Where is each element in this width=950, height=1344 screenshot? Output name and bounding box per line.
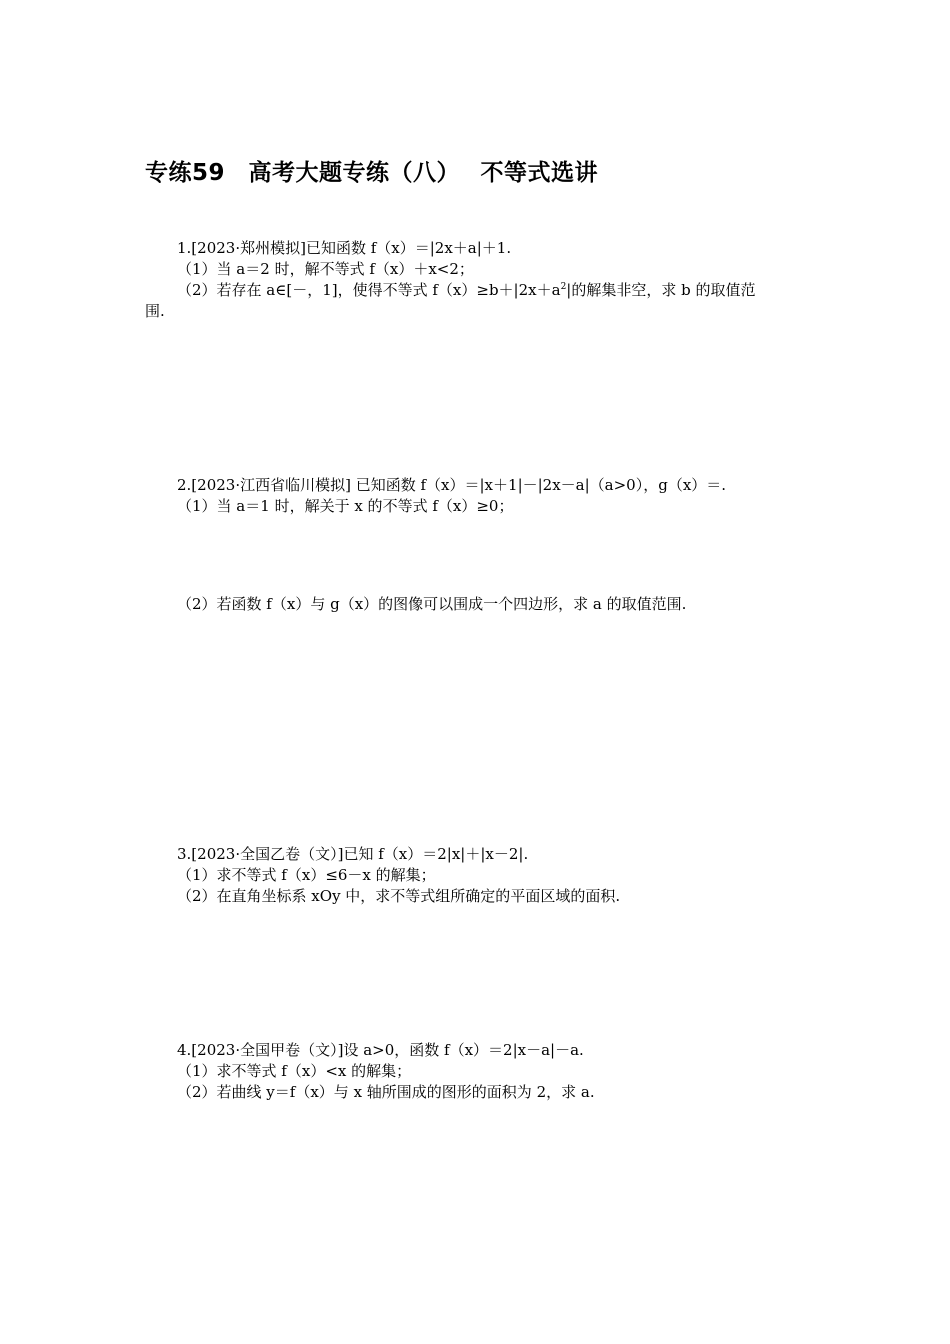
problem-1-part-2 xyxy=(145,280,809,301)
problem-1-part-2-continued: 围. xyxy=(145,302,165,320)
problem-4-part-2: （2）若曲线 y＝f（x）与 x 轴所围成的图形的面积为 2，求 a. xyxy=(177,1083,595,1101)
problem-2-continued xyxy=(145,594,809,615)
problem-1-exponent: 2 xyxy=(560,282,567,292)
problem-1-part-1: （1）当 a＝2 时，解不等式 f（x）＋x<2； xyxy=(177,260,474,278)
problem-1-part-2-text-a: （2）若存在 a∈[－，1]，使得不等式 f（x）≥b＋|2x＋a xyxy=(177,281,561,299)
page-title: 专练59 高考大题专练（八） 不等式选讲 xyxy=(145,160,599,186)
problem-2 xyxy=(145,475,809,517)
problem-2-part-2: （2）若函数 f（x）与 g（x）的图像可以围成一个四边形，求 a 的取值范围. xyxy=(177,595,687,613)
problem-4-part-1: （1）求不等式 f（x）<x 的解集； xyxy=(177,1062,412,1080)
problem-2-stem: 2.[2023·江西省临川模拟] 已知函数 f（x）＝|x＋1|－|2x－a|（a>0），g（x）＝. xyxy=(177,476,727,494)
problem-3 xyxy=(145,844,809,907)
problem-3-part-2: （2）在直角坐标系 xOy 中，求不等式组所确定的平面区域的面积. xyxy=(177,887,621,905)
problem-4 xyxy=(145,1040,809,1103)
problem-2-part-1: （1）当 a＝1 时，解关于 x 的不等式 f（x）≥0； xyxy=(177,497,514,515)
problem-3-stem: 3.[2023·全国乙卷（文）]已知 f（x）＝2|x|＋|x－2|. xyxy=(177,845,529,863)
problem-3-part-1: （1）求不等式 f（x）≤6－x 的解集； xyxy=(177,866,436,884)
problem-1-part-2-text-b: |的解集非空，求 b 的取值范 xyxy=(566,281,756,299)
problem-1 xyxy=(145,238,809,322)
problem-4-stem: 4.[2023·全国甲卷（文）]设 a>0，函数 f（x）＝2|x－a|－a. xyxy=(177,1041,584,1059)
problem-1-stem: 1.[2023·郑州模拟]已知函数 f（x）＝|2x＋a|＋1. xyxy=(177,239,512,257)
